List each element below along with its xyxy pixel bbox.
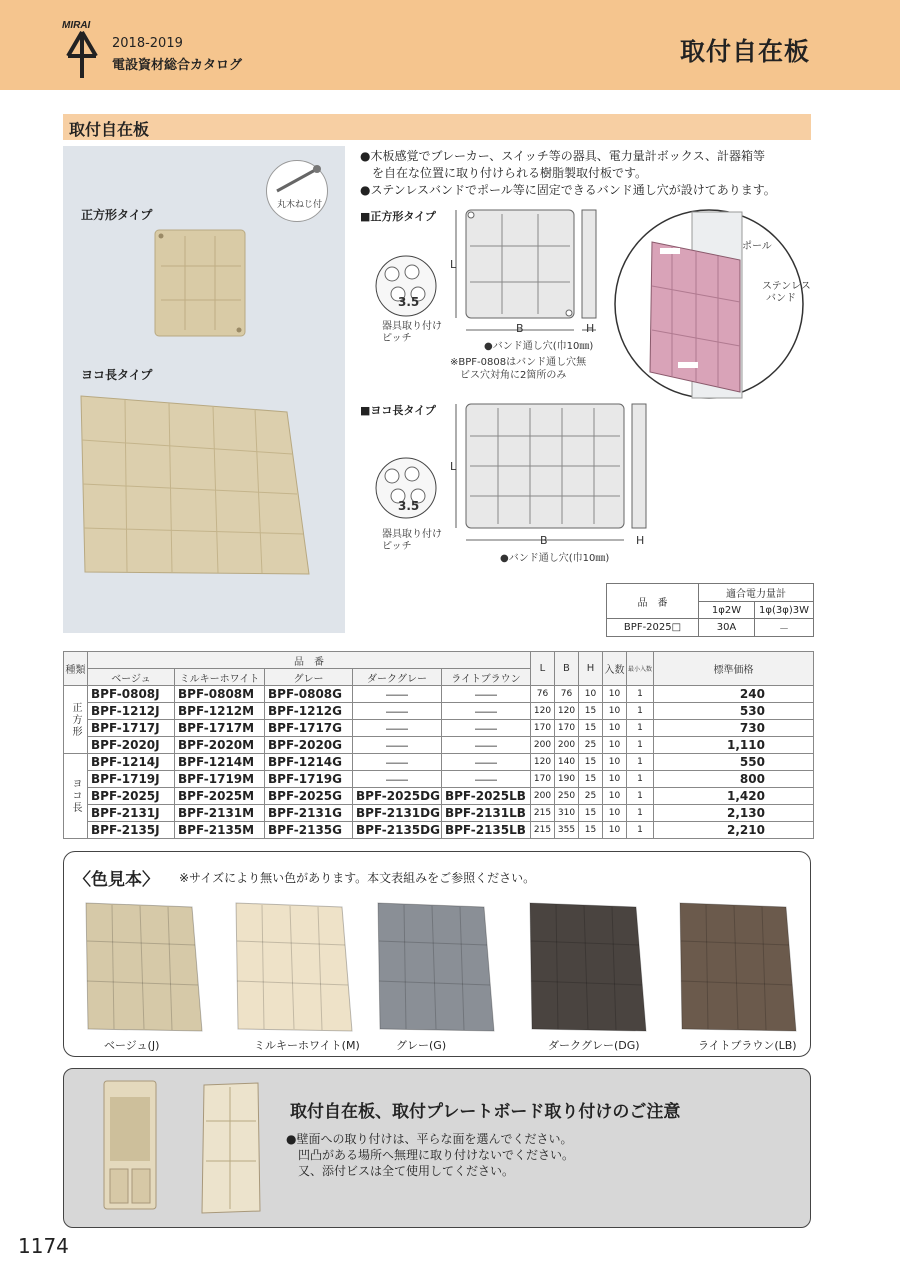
table-row: [64, 686, 814, 703]
cell-j: BPF-1214J: [88, 754, 175, 771]
header-qty: 入数: [602, 652, 626, 686]
group-label: ヨコ長: [64, 754, 88, 839]
header-darkgray: ダークグレー: [353, 669, 442, 686]
square-band-hole: ●バンド通し穴(巾10㎜): [484, 341, 594, 352]
catalog-year: 2018-2019: [112, 36, 183, 51]
cell-m: BPF-1214M: [175, 754, 265, 771]
spec-row-value: －: [755, 619, 814, 637]
table-row: [64, 822, 814, 839]
caution-box: [63, 1068, 811, 1228]
cell-H: 15: [578, 771, 602, 788]
header-beige: ベージュ: [88, 669, 175, 686]
cell-min: 1: [626, 822, 653, 839]
square-pitch-value: 3.5: [398, 295, 420, 309]
wide-type-label: ヨコ長タイプ: [81, 368, 153, 382]
color-swatch: [82, 897, 206, 1033]
cell-g: BPF-2135G: [265, 822, 353, 839]
caution-title: 取付自在板、取付プレートボード取り付けのご注意: [290, 1102, 681, 1122]
swatch-body: [680, 903, 796, 1031]
cell-dg: ――: [353, 686, 442, 703]
cell-dg: ――: [353, 771, 442, 788]
cell-qty: 10: [602, 771, 626, 788]
cell-L: 120: [530, 754, 554, 771]
swatch-body: [236, 903, 352, 1031]
cell-price: 550: [653, 754, 813, 771]
wide-diagram-title: ■ヨコ長タイプ: [360, 404, 436, 417]
square-type-label: 正方形タイプ: [81, 208, 153, 222]
cell-dg: ――: [353, 754, 442, 771]
cell-price: 530: [653, 703, 813, 720]
cell-m: BPF-1717M: [175, 720, 265, 737]
cell-g: BPF-1719G: [265, 771, 353, 788]
cell-L: 200: [530, 788, 554, 805]
color-swatch: [232, 897, 356, 1033]
cell-lb: ――: [441, 737, 530, 754]
header-kind: 種類: [64, 652, 88, 686]
band-label: ステンレス: [762, 281, 811, 292]
swatch-label: グレー(G): [396, 1039, 447, 1052]
table-row: [64, 703, 814, 720]
cell-m: BPF-0808M: [175, 686, 265, 703]
table-body: [64, 686, 814, 839]
cell-price: 2,210: [653, 822, 813, 839]
product-table: [63, 651, 814, 839]
cell-qty: 10: [602, 737, 626, 754]
catalog-name: 電設資材総合カタログ: [112, 58, 243, 73]
square-dim-H: H: [586, 322, 595, 335]
cell-g: BPF-1212G: [265, 703, 353, 720]
cell-B: 120: [554, 703, 578, 720]
square-dim-B: B: [516, 322, 524, 335]
section-title-bar: [63, 114, 811, 140]
swatch-label: ダークグレー(DG): [548, 1039, 640, 1052]
feature-list: [360, 148, 830, 199]
caution-line: ●壁面への取り付けは、平らな面を選んでください。: [286, 1132, 573, 1146]
cell-lb: BPF-2025LB: [441, 788, 530, 805]
cell-min: 1: [626, 686, 653, 703]
header-lightbrown: ライトブラウン: [441, 669, 530, 686]
cell-j: BPF-2131J: [88, 805, 175, 822]
cell-price: 730: [653, 720, 813, 737]
cell-min: 1: [626, 788, 653, 805]
cell-g: BPF-2020G: [265, 737, 353, 754]
header-gray: グレー: [265, 669, 353, 686]
cell-j: BPF-2135J: [88, 822, 175, 839]
cell-qty: 10: [602, 788, 626, 805]
cell-B: 140: [554, 754, 578, 771]
wide-pitch-label: ピッチ: [382, 541, 412, 552]
page-title: 取付自在板: [679, 37, 810, 66]
spec-row-code: BPF-2025□: [607, 619, 699, 637]
cell-j: BPF-1717J: [88, 720, 175, 737]
plate-board-image: [102, 1079, 160, 1213]
cell-qty: 10: [602, 720, 626, 737]
cell-price: 1,110: [653, 737, 813, 754]
cell-H: 15: [578, 754, 602, 771]
cell-L: 200: [530, 737, 554, 754]
cell-qty: 10: [602, 805, 626, 822]
square-diagram-title: ■正方形タイプ: [360, 210, 436, 223]
cell-g: BPF-1717G: [265, 720, 353, 737]
cell-B: 200: [554, 737, 578, 754]
cell-B: 76: [554, 686, 578, 703]
band-label: バンド: [766, 293, 796, 304]
header-price: 標準価格: [653, 652, 813, 686]
cell-price: 2,130: [653, 805, 813, 822]
page-header: [0, 0, 900, 90]
cell-lb: ――: [441, 720, 530, 737]
swatch-label: ライトブラウン(LB): [698, 1039, 797, 1052]
cell-qty: 10: [602, 686, 626, 703]
table-row: [64, 754, 814, 771]
spec-row-value: 30A: [699, 619, 755, 637]
feature-line: ●木板感覚でブレーカー、スイッチ等の器具、電力量計ボックス、計器箱等: [360, 149, 766, 163]
cell-j: BPF-2020J: [88, 737, 175, 754]
cell-dg: BPF-2025DG: [353, 788, 442, 805]
square-pitch-label: ピッチ: [382, 333, 412, 344]
cell-m: BPF-2131M: [175, 805, 265, 822]
wide-band-hole: ●バンド通し穴(巾10㎜): [500, 553, 610, 564]
cell-min: 1: [626, 720, 653, 737]
cell-j: BPF-1719J: [88, 771, 175, 788]
spec-header-meter: 適合電力量計: [699, 584, 814, 602]
cell-g: BPF-2025G: [265, 788, 353, 805]
cell-dg: BPF-2131DG: [353, 805, 442, 822]
cell-g: BPF-0808G: [265, 686, 353, 703]
product-photo-panel: [63, 146, 345, 633]
brand-text: MIRAI: [62, 20, 91, 31]
cell-H: 15: [578, 703, 602, 720]
color-sample-box: [63, 851, 811, 1057]
spec-header-code: 品 番: [607, 584, 699, 619]
caution-text: [286, 1131, 574, 1179]
header-L: L: [530, 652, 554, 686]
plate-board-back-image: [198, 1081, 264, 1217]
cell-m: BPF-2020M: [175, 737, 265, 754]
color-sample-title: 〈色見本〉: [74, 870, 159, 890]
square-dim-L: L: [450, 258, 457, 271]
table-row: [64, 720, 814, 737]
page-number: 1174: [18, 1234, 69, 1258]
cell-qty: 10: [602, 822, 626, 839]
cell-H: 15: [578, 720, 602, 737]
cell-B: 310: [554, 805, 578, 822]
mirai-logo-icon: [62, 18, 102, 80]
cell-L: 76: [530, 686, 554, 703]
cell-lb: BPF-2135LB: [441, 822, 530, 839]
pole-label: ポール: [742, 241, 772, 252]
cell-m: BPF-2025M: [175, 788, 265, 805]
cell-m: BPF-1719M: [175, 771, 265, 788]
table-row: [64, 788, 814, 805]
cell-H: 10: [578, 686, 602, 703]
feature-line: を自在な位置に取り付けられる樹脂製取付板です。: [360, 166, 648, 180]
square-note: ビス穴対角に2箇所のみ: [460, 370, 567, 381]
cell-qty: 10: [602, 754, 626, 771]
caution-line: 凹凸がある場所へ無理に取り付けないでください。: [286, 1148, 575, 1162]
cell-min: 1: [626, 771, 653, 788]
cell-lb: ――: [441, 703, 530, 720]
header-code: 品 番: [88, 652, 531, 669]
square-note: ※BPF-0808はバンド通し穴無: [450, 357, 587, 368]
swatch-label: ベージュ(J): [104, 1039, 160, 1052]
cell-B: 250: [554, 788, 578, 805]
cell-price: 1,420: [653, 788, 813, 805]
cell-H: 25: [578, 737, 602, 754]
screw-icon: [267, 161, 327, 201]
header-min: 最小入数: [626, 652, 653, 686]
caution-line: 又、添付ビスは全て使用してください。: [286, 1164, 515, 1178]
cell-B: 170: [554, 720, 578, 737]
color-swatch: [526, 897, 650, 1033]
spec-sub: 1φ(3φ)3W: [755, 602, 814, 619]
wide-dim-H: H: [636, 534, 645, 547]
cell-L: 170: [530, 771, 554, 788]
swatch-label: ミルキーホワイト(M): [254, 1039, 360, 1052]
cell-g: BPF-1214G: [265, 754, 353, 771]
header-B: B: [554, 652, 578, 686]
cell-m: BPF-2135M: [175, 822, 265, 839]
cell-dg: ――: [353, 737, 442, 754]
section-title: 取付自在板: [69, 120, 150, 139]
cell-H: 25: [578, 788, 602, 805]
cell-qty: 10: [602, 703, 626, 720]
cell-min: 1: [626, 754, 653, 771]
cell-H: 15: [578, 805, 602, 822]
cell-j: BPF-2025J: [88, 788, 175, 805]
swatch-body: [378, 903, 494, 1031]
header-H: H: [578, 652, 602, 686]
wide-board-image: [77, 392, 317, 582]
wide-pitch-label: 器具取り付け: [382, 529, 442, 540]
cell-min: 1: [626, 703, 653, 720]
cell-B: 355: [554, 822, 578, 839]
cell-dg: ――: [353, 703, 442, 720]
cell-lb: BPF-2131LB: [441, 805, 530, 822]
cell-L: 215: [530, 805, 554, 822]
group-label: 正方形: [64, 686, 88, 754]
cell-price: 800: [653, 771, 813, 788]
cell-H: 15: [578, 822, 602, 839]
cell-L: 215: [530, 822, 554, 839]
cell-min: 1: [626, 805, 653, 822]
table-row: [64, 737, 814, 754]
swatch-body: [86, 903, 202, 1031]
wide-dim-L: L: [450, 460, 457, 473]
feature-line: ●ステンレスバンドでポール等に固定できるバンド通し穴が設けてあります。: [360, 183, 776, 197]
swatch-body: [530, 903, 646, 1031]
screw-badge: [266, 160, 328, 222]
cell-lb: ――: [441, 754, 530, 771]
cell-dg: BPF-2135DG: [353, 822, 442, 839]
cell-m: BPF-1212M: [175, 703, 265, 720]
wide-dim-B: B: [540, 534, 548, 547]
cell-min: 1: [626, 737, 653, 754]
square-pitch-label: 器具取り付け: [382, 321, 442, 332]
color-swatch: [374, 897, 498, 1033]
cell-dg: ――: [353, 720, 442, 737]
cell-g: BPF-2131G: [265, 805, 353, 822]
screw-label: 丸木ねじ付: [277, 200, 323, 210]
square-board-image: [153, 228, 249, 340]
table-row: [64, 771, 814, 788]
meter-spec-table: [606, 583, 814, 637]
cell-L: 170: [530, 720, 554, 737]
cell-lb: ――: [441, 771, 530, 788]
cell-L: 120: [530, 703, 554, 720]
color-sample-note: ※サイズにより無い色があります。本文表組みをご参照ください。: [179, 871, 536, 885]
header-milky: ミルキーホワイト: [175, 669, 265, 686]
cell-j: BPF-0808J: [88, 686, 175, 703]
cell-B: 190: [554, 771, 578, 788]
wide-pitch-value: 3.5: [398, 499, 420, 513]
cell-j: BPF-1212J: [88, 703, 175, 720]
cell-lb: ――: [441, 686, 530, 703]
spec-sub: 1φ2W: [699, 602, 755, 619]
color-swatch: [676, 897, 800, 1033]
cell-price: 240: [653, 686, 813, 703]
table-row: [64, 805, 814, 822]
